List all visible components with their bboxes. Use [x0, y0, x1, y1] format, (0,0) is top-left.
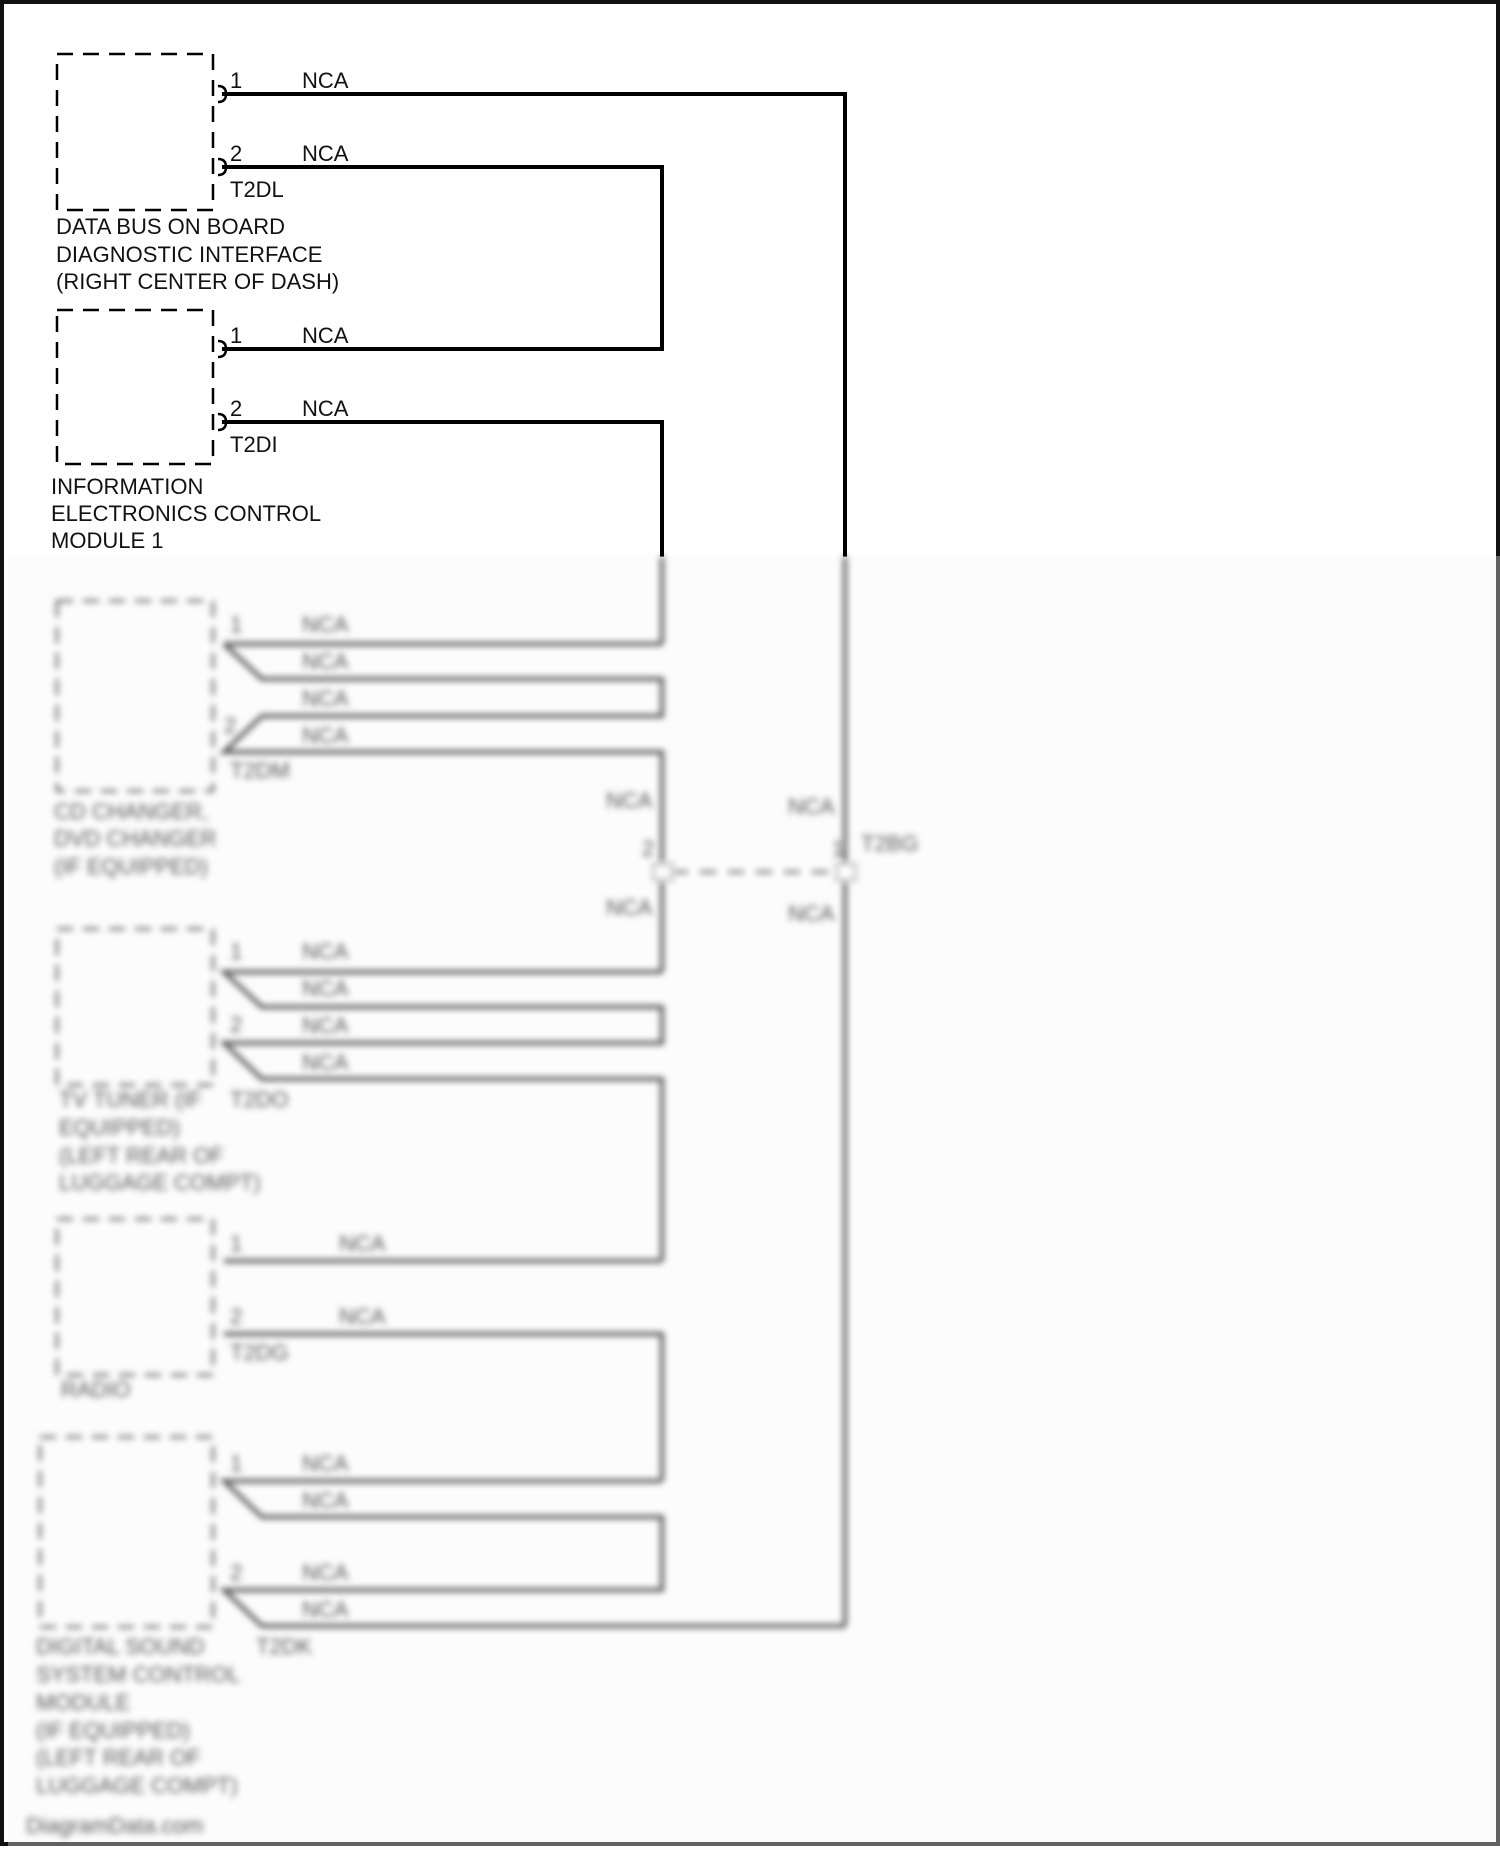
splice-left-terminal: [654, 864, 672, 880]
splice-wire-right-lower: NCA: [788, 901, 835, 926]
blurred-lower-section: [26, 557, 918, 1838]
cd-pin1-number: 1: [230, 612, 243, 637]
splice-right-terminal: [837, 864, 855, 880]
iecm-label-line3: MODULE 1: [51, 528, 164, 553]
dsp-wire1-code: NCA: [302, 1451, 349, 1476]
wire-iecm-pin2: [222, 422, 662, 557]
dsp-label-line5: (LEFT REAR OF: [36, 1745, 201, 1770]
obd-wire2-code: NCA: [302, 141, 349, 166]
tv-label-line3: (LEFT REAR OF: [59, 1143, 224, 1168]
splice-t2bg: [606, 788, 918, 926]
tv-wire1-code: NCA: [302, 939, 349, 964]
dsp-wire2-code: NCA: [302, 1488, 349, 1513]
dsp-label-line1: DIGITAL SOUND: [36, 1634, 205, 1659]
cd-label-line3: (IF EQUIPPED): [54, 854, 209, 879]
obd-label-line1: DATA BUS ON BOARD: [56, 214, 286, 239]
tv-component-box: [57, 929, 213, 1085]
iecm-label-line1: INFORMATION: [51, 474, 204, 499]
iecm-connector-id: T2DI: [230, 432, 278, 457]
tv-label-line1: TV TUNER (IF: [59, 1087, 202, 1112]
cd-label-line1: CD CHANGER,: [54, 799, 209, 824]
watermark-text: DiagramData.com: [26, 1813, 204, 1838]
dsp-wire4-code: NCA: [302, 1597, 349, 1622]
tv-wire3-code: NCA: [302, 1013, 349, 1038]
cd-wire2-code: NCA: [302, 649, 349, 674]
component-obd-interface: [56, 54, 349, 294]
cd-label-line2: DVD CHANGER: [54, 826, 217, 851]
cd-component-box: [57, 601, 213, 791]
radio-wire2-code: NCA: [339, 1304, 386, 1329]
obd-connector-id: T2DL: [230, 177, 284, 202]
radio-wire1-code: NCA: [339, 1231, 386, 1256]
iecm-label-line2: ELECTRONICS CONTROL: [51, 501, 322, 526]
obd-pin2-number: 2: [230, 141, 243, 166]
dsp-label-line6: LUGGAGE COMPT): [36, 1773, 238, 1798]
splice-connector-id: T2BG: [861, 831, 919, 856]
tv-pin2-number: 2: [230, 1012, 243, 1037]
dsp-label-line2: SYSTEM CONTROL: [36, 1662, 241, 1687]
dsp-pin1-number: 1: [230, 1451, 243, 1476]
splice-pin-right: 1: [832, 836, 845, 861]
cd-wire1-code: NCA: [302, 612, 349, 637]
tv-label-line2: EQUIPPED): [59, 1115, 181, 1140]
tv-wire2-code: NCA: [302, 976, 349, 1001]
dsp-wire3-code: NCA: [302, 1560, 349, 1585]
radio-component-box: [57, 1219, 213, 1375]
splice-pin-left: 2: [642, 836, 655, 861]
obd-wire1-code: NCA: [302, 68, 349, 93]
splice-wire-right-upper: NCA: [788, 794, 835, 819]
radio-connector-id: T2DG: [230, 1340, 289, 1365]
cd-wire3-code: NCA: [302, 686, 349, 711]
dsp-label-line3: MODULE: [36, 1690, 131, 1715]
tv-connector-id: T2DO: [230, 1087, 289, 1112]
tv-label-line4: LUGGAGE COMPT): [59, 1170, 261, 1195]
obd-component-box: [57, 54, 213, 210]
tv-pin1-number: 1: [230, 939, 243, 964]
dsp-label-line4: (IF EQUIPPED): [36, 1718, 191, 1743]
cd-pin2-number: 2: [224, 713, 237, 738]
iecm-pin2-number: 2: [230, 396, 243, 421]
dsp-pin2-number: 2: [230, 1560, 243, 1585]
wiring-diagram: [4, 4, 1500, 1850]
obd-pin1-number: 1: [230, 68, 243, 93]
tv-wire4-code: NCA: [302, 1050, 349, 1075]
cd-connector-id: T2DM: [230, 758, 290, 783]
iecm-wire1-code: NCA: [302, 323, 349, 348]
wire-radio-pin2: [224, 1334, 662, 1481]
component-info-electronics-module: [51, 310, 349, 553]
obd-label-line2: DIAGNOSTIC INTERFACE: [56, 242, 323, 267]
splice-wire-left-upper: NCA: [606, 788, 653, 813]
dsp-connector-id: T2DK: [256, 1634, 313, 1659]
iecm-component-box: [57, 310, 213, 464]
wire-cd-loop: [224, 644, 662, 972]
component-digital-sound-module: [36, 1437, 349, 1798]
obd-label-line3: (RIGHT CENTER OF DASH): [56, 269, 340, 294]
radio-pin1-number: 1: [230, 1231, 243, 1256]
radio-pin2-number: 2: [230, 1304, 243, 1329]
iecm-pin1-number: 1: [230, 323, 243, 348]
cd-wire4-code: NCA: [302, 723, 349, 748]
dsp-component-box: [40, 1437, 213, 1627]
component-radio: [57, 1219, 386, 1402]
component-tv-tuner: [57, 929, 349, 1195]
radio-label-line1: RADIO: [61, 1377, 131, 1402]
splice-wire-left-lower: NCA: [606, 895, 653, 920]
iecm-wire2-code: NCA: [302, 396, 349, 421]
wire-tv-loop: [224, 972, 662, 1261]
